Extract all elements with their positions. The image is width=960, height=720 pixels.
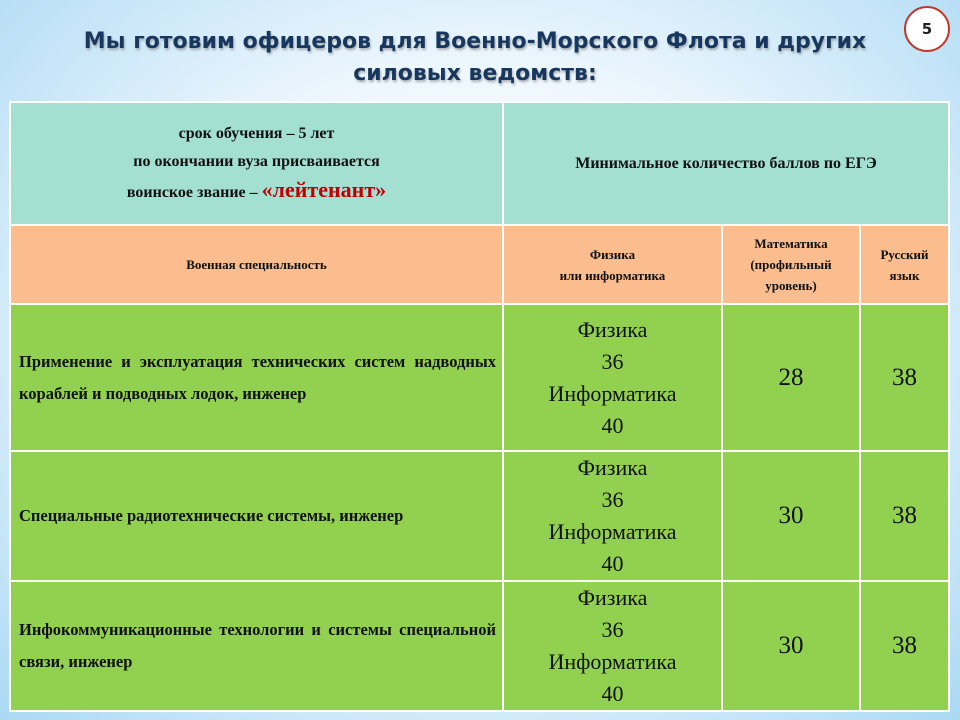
physics-informatics-cell [503, 304, 722, 451]
informatics-score: 40 [601, 681, 624, 706]
specialty-cell: Специальные радиотехнические системы, инженер [10, 451, 503, 581]
slide-title-line1: Мы готовим офицеров для Военно-Морского Флота и других [83, 29, 867, 54]
rank-prefix-text: воинское звание – [126, 184, 262, 201]
math-header-line1: Математика [754, 236, 828, 251]
physics-header-line2: или информатика [559, 267, 666, 283]
math-score-cell: 30 [722, 451, 860, 581]
physics-informatics-cell [503, 581, 722, 711]
physics-score: 36 [601, 348, 624, 374]
table-row [10, 451, 949, 581]
slide-title-line2: силовых ведомств: [353, 61, 597, 86]
specialty-cell: Инфокоммуникационные технологии и системы специальной связи, инженер [10, 581, 503, 711]
slide-title [40, 26, 910, 90]
math-header-line3: уровень) [765, 278, 817, 293]
physics-header-line1: Физика [589, 246, 636, 262]
physics-column-header [503, 225, 722, 304]
specialty-cell: Применение и эксплуатация технических систем надводных кораблей и подводных лодок, инженер [10, 304, 503, 451]
physics-label: Физика [577, 316, 648, 342]
rank-text: «лейтенант» [261, 177, 387, 202]
math-column-header [722, 225, 860, 304]
min-scores-header: Минимальное количество баллов по ЕГЭ [503, 102, 949, 225]
math-score-cell: 30 [722, 581, 860, 711]
column-header-row [10, 225, 949, 304]
math-score-cell: 28 [722, 304, 860, 451]
graduation-text: по окончании вуза присваивается [133, 153, 380, 170]
russian-header-line1: Русский [880, 246, 929, 262]
informatics-label: Информатика [548, 519, 677, 544]
informatics-label: Информатика [548, 649, 677, 674]
physics-informatics-cell [503, 451, 722, 581]
russian-score-cell: 38 [860, 581, 949, 711]
intro-row [10, 102, 949, 225]
russian-header-line2: язык [889, 267, 920, 283]
physics-label: Физика [577, 455, 648, 480]
russian-score-cell: 38 [860, 451, 949, 581]
physics-score: 36 [601, 617, 624, 642]
informatics-score: 40 [601, 412, 624, 438]
study-info-cell [10, 102, 503, 225]
admission-table [9, 101, 950, 712]
table-row [10, 581, 949, 711]
study-duration-text: срок обучения – 5 лет [178, 125, 335, 142]
informatics-label: Информатика [548, 380, 677, 406]
table-row [10, 304, 949, 451]
physics-score: 36 [601, 487, 624, 512]
russian-score-cell: 38 [860, 304, 949, 451]
specialty-column-header: Военная специальность [10, 225, 503, 304]
rank-line [11, 176, 502, 207]
page-number-badge: 5 [904, 6, 950, 52]
russian-column-header [860, 225, 949, 304]
math-header-line2: (профильный [750, 257, 832, 272]
informatics-score: 40 [601, 551, 624, 576]
physics-label: Физика [577, 585, 648, 610]
